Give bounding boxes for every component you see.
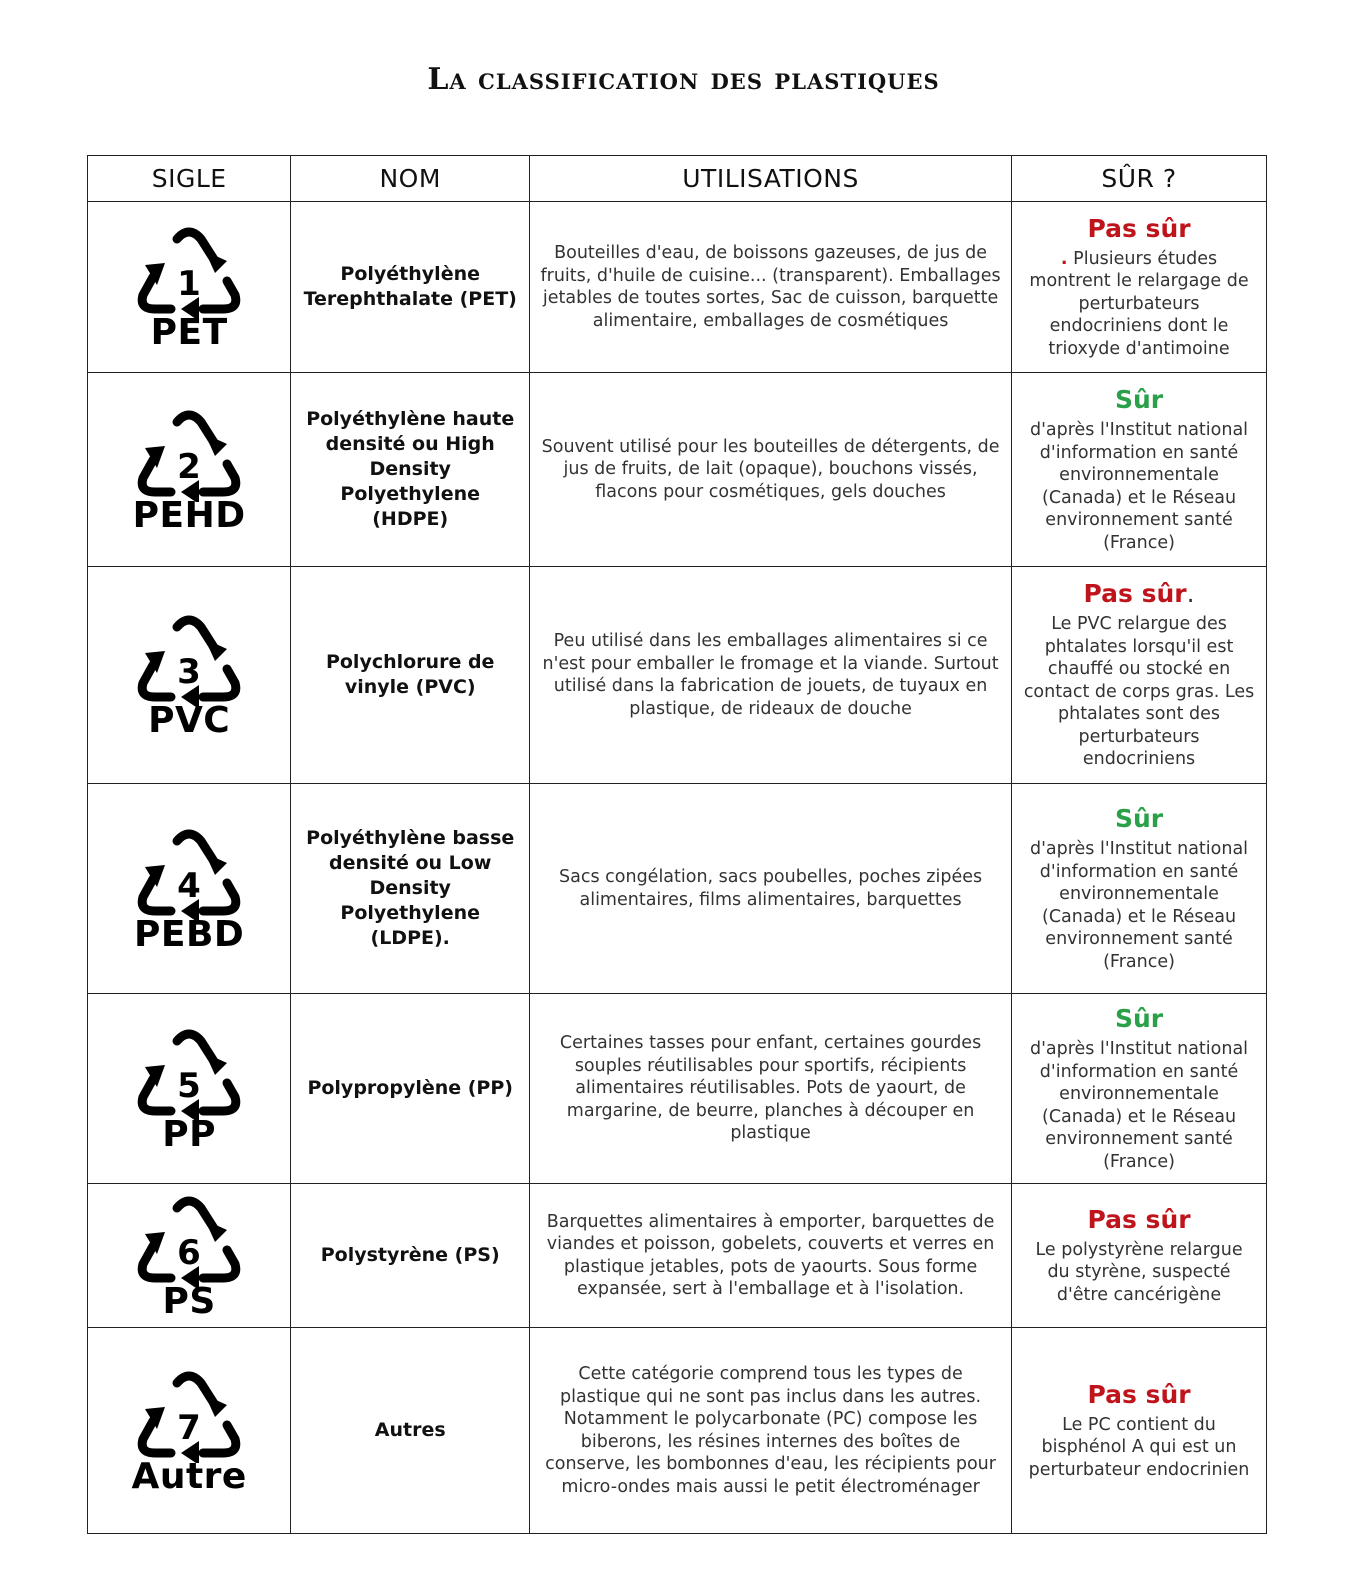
safety-note: Le PC contient du bisphénol A qui est un perturbateur endocrinien xyxy=(1028,1414,1250,1480)
plastics-table xyxy=(87,155,1267,1534)
sigle-cell xyxy=(88,202,291,373)
resin-code: PEBD xyxy=(134,913,245,955)
nom-cell: Polyéthylène basse densité ou Low Density Polyethylene (LDPE). xyxy=(291,784,530,994)
safety-note: Le PVC relargue des phtalates lorsqu'il est chauffé ou stocké en contact de corps gras. Les phtalates sont des perturbateurs endocriniens xyxy=(1023,614,1255,770)
resin-code: PET xyxy=(150,312,228,353)
header-nom: NOM xyxy=(291,156,530,202)
safety-note: d'après l'Institut national d'information en santé environnementale (Canada) et le Réseau environnement santé (France) xyxy=(1029,839,1249,972)
table-row xyxy=(88,202,1267,373)
utilisations-cell: Sacs congélation, sacs poubelles, poches zipées alimentaires, films alimentaires, barquettes xyxy=(530,784,1012,994)
resin-code: PP xyxy=(162,1113,217,1155)
nom-cell: Polyéthylène haute densité ou High Density Polyethylene (HDPE) xyxy=(291,373,530,567)
utilisations-cell: Peu utilisé dans les emballages alimentaires si ce n'est pour emballer le fromage et la viande. Surtout utilisé dans la fabrication de jouets, de tuyaux en plastique, de rideaux de douche xyxy=(530,567,1012,784)
resin-code: PEHD xyxy=(132,494,246,536)
verdict-text: Sûr xyxy=(1114,1004,1164,1033)
utilisations-cell: Souvent utilisé pour les bouteilles de détergents, de jus de fruits, de lait (opaque), bouchons vissés, flacons pour cosmétiques, gels douches xyxy=(530,373,1012,567)
safety-verdict xyxy=(1022,579,1256,609)
header-sur: SÛR ? xyxy=(1012,156,1267,202)
safety-cell xyxy=(1012,784,1267,994)
safety-verdict xyxy=(1022,214,1256,244)
resin-number: 5 xyxy=(177,1065,201,1106)
nom-cell: Polypropylène (PP) xyxy=(291,994,530,1184)
resin-code: PVC xyxy=(148,700,231,741)
safety-cell xyxy=(1012,373,1267,567)
safety-cell xyxy=(1012,1328,1267,1534)
safety-verdict xyxy=(1022,1205,1256,1235)
resin-number: 1 xyxy=(177,264,201,304)
safety-verdict xyxy=(1022,385,1256,415)
safety-verdict xyxy=(1022,1380,1256,1410)
verdict-text: Pas sûr xyxy=(1087,1379,1191,1409)
header-utilisations: UTILISATIONS xyxy=(530,156,1012,202)
verdict-text: Pas sûr xyxy=(1087,213,1191,243)
recycling-triangle-icon xyxy=(129,1025,249,1121)
safety-cell xyxy=(1012,1184,1267,1328)
table-row xyxy=(88,994,1267,1184)
resin-number: 2 xyxy=(177,446,201,487)
verdict-text: Pas sûr xyxy=(1087,1204,1191,1234)
verdict-text: Sûr xyxy=(1114,804,1164,833)
resin-number: 4 xyxy=(177,865,201,906)
verdict-text: Sûr xyxy=(1114,385,1164,414)
recycling-triangle-icon xyxy=(129,1192,249,1288)
safety-cell xyxy=(1012,202,1267,373)
table-row xyxy=(88,784,1267,994)
resin-number: 6 xyxy=(177,1232,201,1273)
sigle-cell xyxy=(88,784,291,994)
recycling-triangle-icon xyxy=(129,223,249,319)
verdict-suffix: . xyxy=(1186,579,1195,609)
sigle-cell xyxy=(88,994,291,1184)
sigle-cell xyxy=(88,373,291,567)
recycling-triangle-icon xyxy=(129,406,249,502)
safety-verdict xyxy=(1022,1004,1256,1034)
resin-code: PS xyxy=(162,1280,216,1322)
safety-cell xyxy=(1012,567,1267,784)
safety-cell xyxy=(1012,994,1267,1184)
safety-verdict xyxy=(1022,804,1256,834)
table-row xyxy=(88,567,1267,784)
recycling-triangle-icon xyxy=(129,825,249,921)
sigle-cell xyxy=(88,1184,291,1328)
nom-cell: Polychlorure de vinyle (PVC) xyxy=(291,567,530,784)
recycling-triangle-icon xyxy=(129,611,249,707)
table-header-row xyxy=(88,156,1267,202)
safety-note: Le polystyrène relargue du styrène, suspecté d'être cancérigène xyxy=(1035,1239,1243,1305)
sigle-cell xyxy=(88,567,291,784)
verdict-text: Pas sûr xyxy=(1083,579,1187,609)
safety-note: Plusieurs études montrent le relargage de perturbateurs endocriniens dont le trioxyde d'antimoine xyxy=(1029,248,1249,359)
nom-cell: Autres xyxy=(291,1328,530,1534)
utilisations-cell: Barquettes alimentaires à emporter, barquettes de viandes et poisson, gobelets, couverts et verres en plastique jetables, pots de yaourts. Sous forme expansée, sert à l'emballage et à l'isolation. xyxy=(530,1184,1012,1328)
sigle-cell xyxy=(88,1328,291,1534)
table-row xyxy=(88,373,1267,567)
utilisations-cell: Certaines tasses pour enfant, certaines gourdes souples réutilisables pour sportifs, récipients alimentaires réutilisables. Pots de yaourt, de margarine, de beurre, planches à découper en plastique xyxy=(530,994,1012,1184)
page-title: La classification des plastiques xyxy=(427,62,940,97)
nom-cell: Polyéthylène Terephthalate (PET) xyxy=(291,202,530,373)
table-row xyxy=(88,1184,1267,1328)
bullet-dot: . xyxy=(1060,248,1068,269)
resin-code: Autre xyxy=(131,1455,247,1497)
recycling-triangle-icon xyxy=(129,1367,249,1463)
table-row xyxy=(88,1328,1267,1534)
header-sigle: SIGLE xyxy=(88,156,291,202)
safety-note: d'après l'Institut national d'information en santé environnementale (Canada) et le Réseau environnement santé (France) xyxy=(1029,1039,1249,1172)
safety-note: d'après l'Institut national d'information en santé environnementale (Canada) et le Réseau environnement santé (France) xyxy=(1029,420,1249,553)
utilisations-cell: Cette catégorie comprend tous les types de plastique qui ne sont pas inclus dans les autres. Notamment le polycarbonate (PC) compose les biberons, les résines internes des boîtes de conserve, les bombonnes d'eau, les récipients pour micro-ondes mais aussi le petit électroménager xyxy=(530,1328,1012,1534)
nom-cell: Polystyrène (PS) xyxy=(291,1184,530,1328)
resin-number: 7 xyxy=(177,1407,201,1448)
utilisations-cell: Bouteilles d'eau, de boissons gazeuses, de jus de fruits, d'huile de cuisine... (transparent). Emballages jetables de toutes sortes, Sac de cuisson, barquette alimentaire, emballages de cosmétiques xyxy=(530,202,1012,373)
resin-number: 3 xyxy=(177,652,201,692)
